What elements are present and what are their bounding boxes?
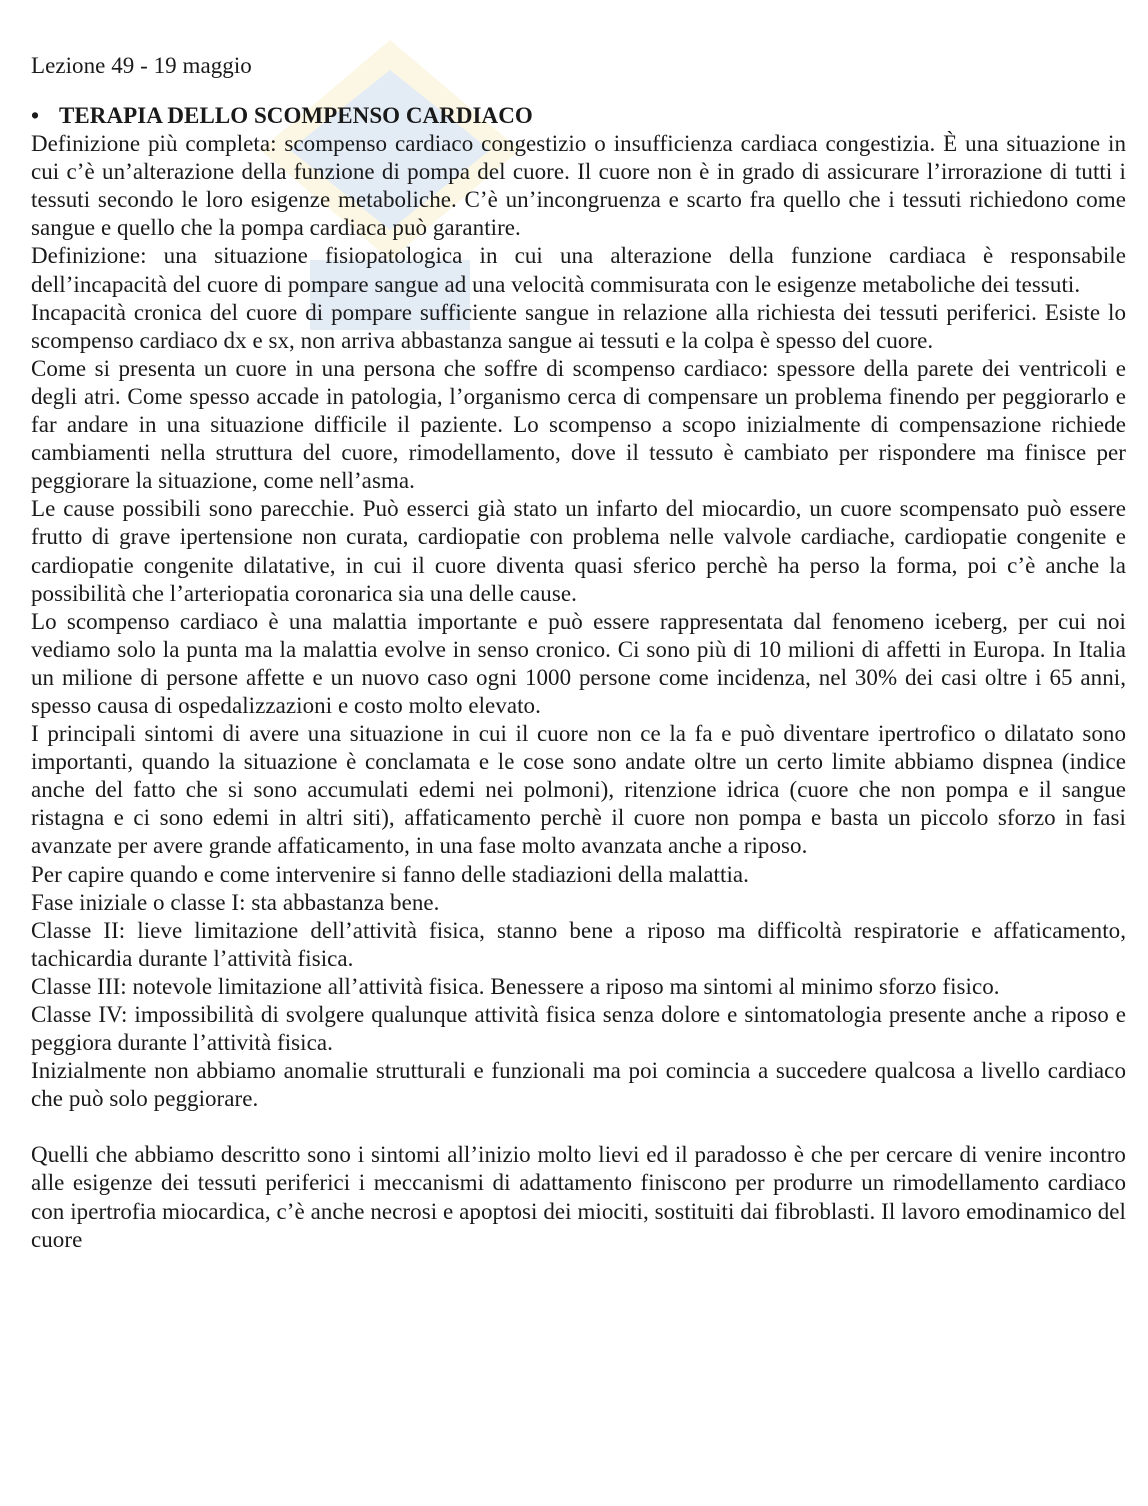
paragraph: Classe II: lieve limitazione dell’attività fisica, stanno bene a riposo ma difficoltà respiratorie e affaticamento, tachicardia durante l’attività fisica.: [31, 917, 1126, 971]
paragraph: Incapacità cronica del cuore di pompare sufficiente sangue in relazione alla richiesta dei tessuti periferici. Esiste lo scompenso cardiaco dx e sx, non arriva abbastanza sangue ai tessuti e la colpa è spesso del cuore.: [31, 299, 1126, 353]
paragraph: Per capire quando e come intervenire si fanno delle stadiazioni della malattia.: [31, 861, 749, 887]
paragraph: Classe III: notevole limitazione all’attività fisica. Benessere a riposo ma sintomi al minimo sforzo fisico.: [31, 973, 1000, 999]
paragraph: I principali sintomi di avere una situazione in cui il cuore non ce la fa e può diventare ipertrofico o dilatato sono importanti, quando la situazione è conclamata e le cose sono andate oltre un certo limite abbiamo dispnea (indice anche del fatto che si sono accumulati edemi nei polmoni), ritenzione idrica (cuore che non pompa e il sangue ristagna e ci sono edemi in altri siti), affaticamento perchè il cuore non pompa e basta un piccolo sforzo in fasi avanzate per avere grande affaticamento, in una fase molto avanzata anche a riposo.: [31, 721, 1126, 859]
bullet-marker: •: [31, 103, 40, 128]
paragraph: Definizione: una situazione fisiopatologica in cui una alterazione della funzione cardiaca è responsabile dell’incapacità del cuore di pompare sangue ad una velocità commisurata con le esigenze metaboliche dei tessuti.: [31, 243, 1126, 297]
paragraph: Definizione più completa: scompenso cardiaco congestizio o insufficienza cardiaca congestizia. È una situazione in cui c’è un’alterazione della funzione di pompa del cuore. Il cuore non è in grado di assicurare l’irrorazione di tutti i tessuti secondo le loro esigenze metaboliche. C’è un’incongruenza e scarto fra quello che i tessuti richiedono come sangue e quello che la pompa cardiaca può garantire.: [31, 131, 1126, 241]
paragraph: Classe IV: impossibilità di svolgere qualunque attività fisica senza dolore e sintomatologia presente anche a riposo e peggiora durante l’attività fisica.: [31, 1002, 1126, 1056]
paragraph: Fase iniziale o classe I: sta abbastanza bene.: [31, 889, 440, 915]
section-title: TERAPIA DELLO SCOMPENSO CARDIACO: [59, 103, 533, 128]
paragraph: Lo scompenso cardiaco è una malattia importante e può essere rappresentata dal fenomeno iceberg, per cui noi vediamo solo la punta ma la malattia evolve in senso cronico. Ci sono più di 10 milioni di affetti in Europa. In Italia un milione di persone affette e un nuovo caso ogni 1000 persone come incidenza, nel 30% dei casi oltre i 65 anni, spesso causa di ospedalizzazioni e costo molto elevato.: [31, 608, 1126, 718]
document-body: [31, 52, 1126, 1254]
paragraph: Inizialmente non abbiamo anomalie strutturali e funzionali ma poi comincia a succedere qualcosa a livello cardiaco che può solo peggiorare.: [31, 1058, 1126, 1112]
final-paragraph: Quelli che abbiamo descritto sono i sintomi all’inizio molto lievi ed il paradosso è che per cercare di venire incontro alle esigenze dei tessuti periferici i meccanismi di adattamento finiscono per produrre un rimodellamento cardiaco con ipertrofia miocardica, c’è anche necrosi e apoptosi dei miociti, sostituiti dai fibroblasti. Il lavoro emodinamico del cuore: [31, 1142, 1126, 1252]
paragraph: Le cause possibili sono parecchie. Può esserci già stato un infarto del miocardio, un cuore scompensato può essere frutto di grave ipertensione non curata, cardiopatie con problema nelle valvole cardiache, cardiopatie congenite e cardiopatie congenite dilatative, in cui il cuore diventa quasi sferico perchè ha perso la forma, poi c’è anche la possibilità che l’arteriopatia coronarica sia una delle cause.: [31, 496, 1126, 606]
paragraph-spacer: [31, 1113, 1126, 1141]
lesson-header: Lezione 49 - 19 maggio: [31, 53, 252, 78]
paragraph: Come si presenta un cuore in una persona che soffre di scompenso cardiaco: spessore della parete dei ventricoli e degli atri. Come spesso accade in patologia, l’organismo cerca di compensare un problema finendo per peggiorarlo e far andare in una situazione difficile il paziente. Lo scompenso a scopo inizialmente di compensazione richiede cambiamenti nella struttura del cuore, rimodellamento, dove il tessuto è cambiato per rispondere ma finisce per peggiorare la situazione, come nell’asma.: [31, 355, 1126, 494]
section-heading: [31, 102, 1126, 130]
